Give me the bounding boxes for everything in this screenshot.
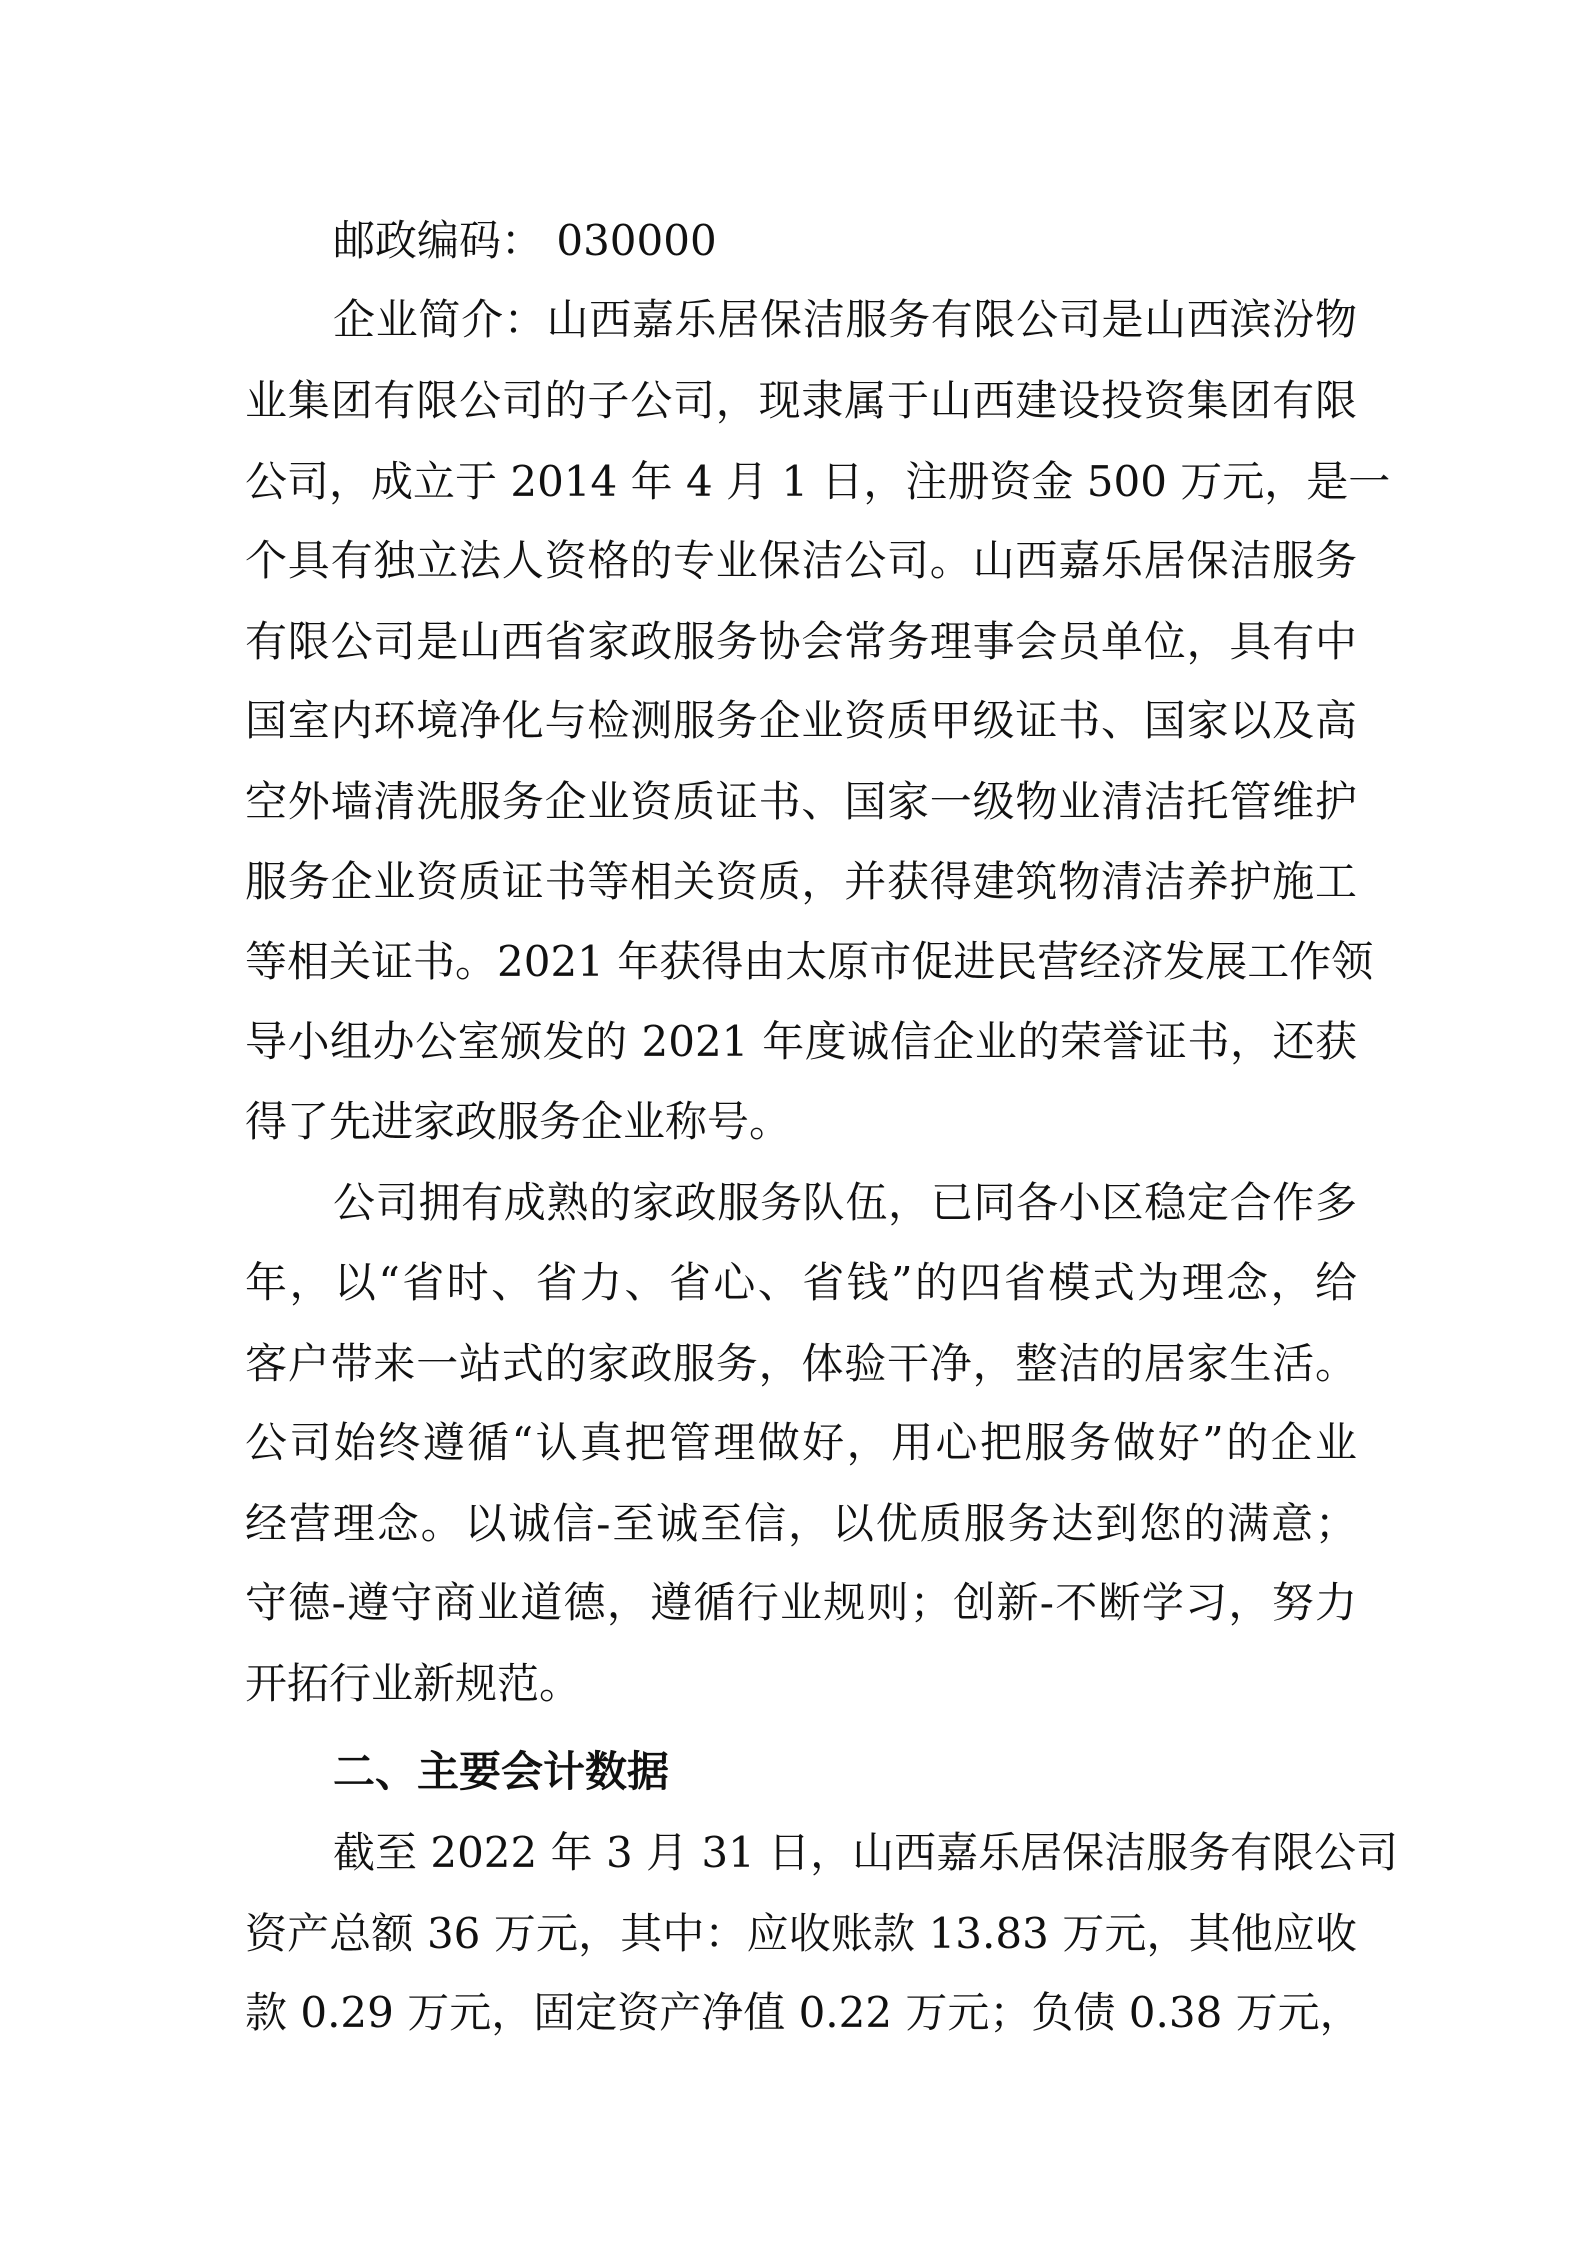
accounting-line-3: 款 0.29 万元，固定资产净值 0.22 万元；负债 0.38 万元，	[245, 1988, 1362, 2037]
intro-line-10: 导小组办公室颁发的 2021 年度诚信企业的荣誉证书，还获	[245, 1017, 1357, 1066]
intro-line-1: 企业简介：山西嘉乐居保洁服务有限公司是山西滨汾物	[333, 295, 1357, 344]
philosophy-line-1: 公司拥有成熟的家政服务队伍，已同各小区稳定合作多	[333, 1178, 1357, 1227]
intro-line-8: 服务企业资质证书等相关资质，并获得建筑物清洁养护施工	[245, 857, 1357, 906]
intro-line-7: 空外墙清洗服务企业资质证书、国家一级物业清洁托管维护	[245, 777, 1357, 826]
philosophy-line-7: 开拓行业新规范。	[245, 1659, 582, 1708]
intro-line-11: 得了先进家政服务企业称号。	[245, 1097, 792, 1146]
accounting-line-1: 截至 2022 年 3 月 31 日，山西嘉乐居保洁服务有限公司	[333, 1828, 1399, 1877]
section-heading: 二、主要会计数据	[333, 1747, 670, 1796]
philosophy-line-4: 公司始终遵循“认真把管理做好，用心把服务做好”的企业	[245, 1418, 1357, 1467]
philosophy-line-3: 客户带来一站式的家政服务，体验干净，整洁的居家生活。	[245, 1339, 1357, 1388]
intro-line-9: 等相关证书。2021 年获得由太原市促进民营经济发展工作领	[245, 937, 1374, 986]
intro-line-4: 个具有独立法人资格的专业保洁公司。山西嘉乐居保洁服务	[245, 536, 1357, 585]
postal-code-line: 邮政编码： 030000	[333, 216, 717, 265]
intro-line-6: 国室内环境净化与检测服务企业资质甲级证书、国家以及高	[245, 696, 1357, 745]
intro-line-3: 公司，成立于 2014 年 4 月 1 日，注册资金 500 万元，是一	[245, 457, 1391, 506]
philosophy-line-5: 经营理念。以诚信-至诚至信，以优质服务达到您的满意；	[245, 1499, 1357, 1548]
philosophy-line-2: 年，以“省时、省力、省心、省钱”的四省模式为理念，给	[245, 1258, 1357, 1307]
accounting-line-2: 资产总额 36 万元，其中：应收账款 13.83 万元，其他应收	[245, 1909, 1357, 1958]
intro-line-2: 业集团有限公司的子公司，现隶属于山西建设投资集团有限	[245, 376, 1357, 425]
intro-line-5: 有限公司是山西省家政服务协会常务理事会员单位，具有中	[245, 617, 1357, 666]
philosophy-line-6: 守德-遵守商业道德，遵循行业规则；创新-不断学习，努力	[245, 1578, 1357, 1627]
